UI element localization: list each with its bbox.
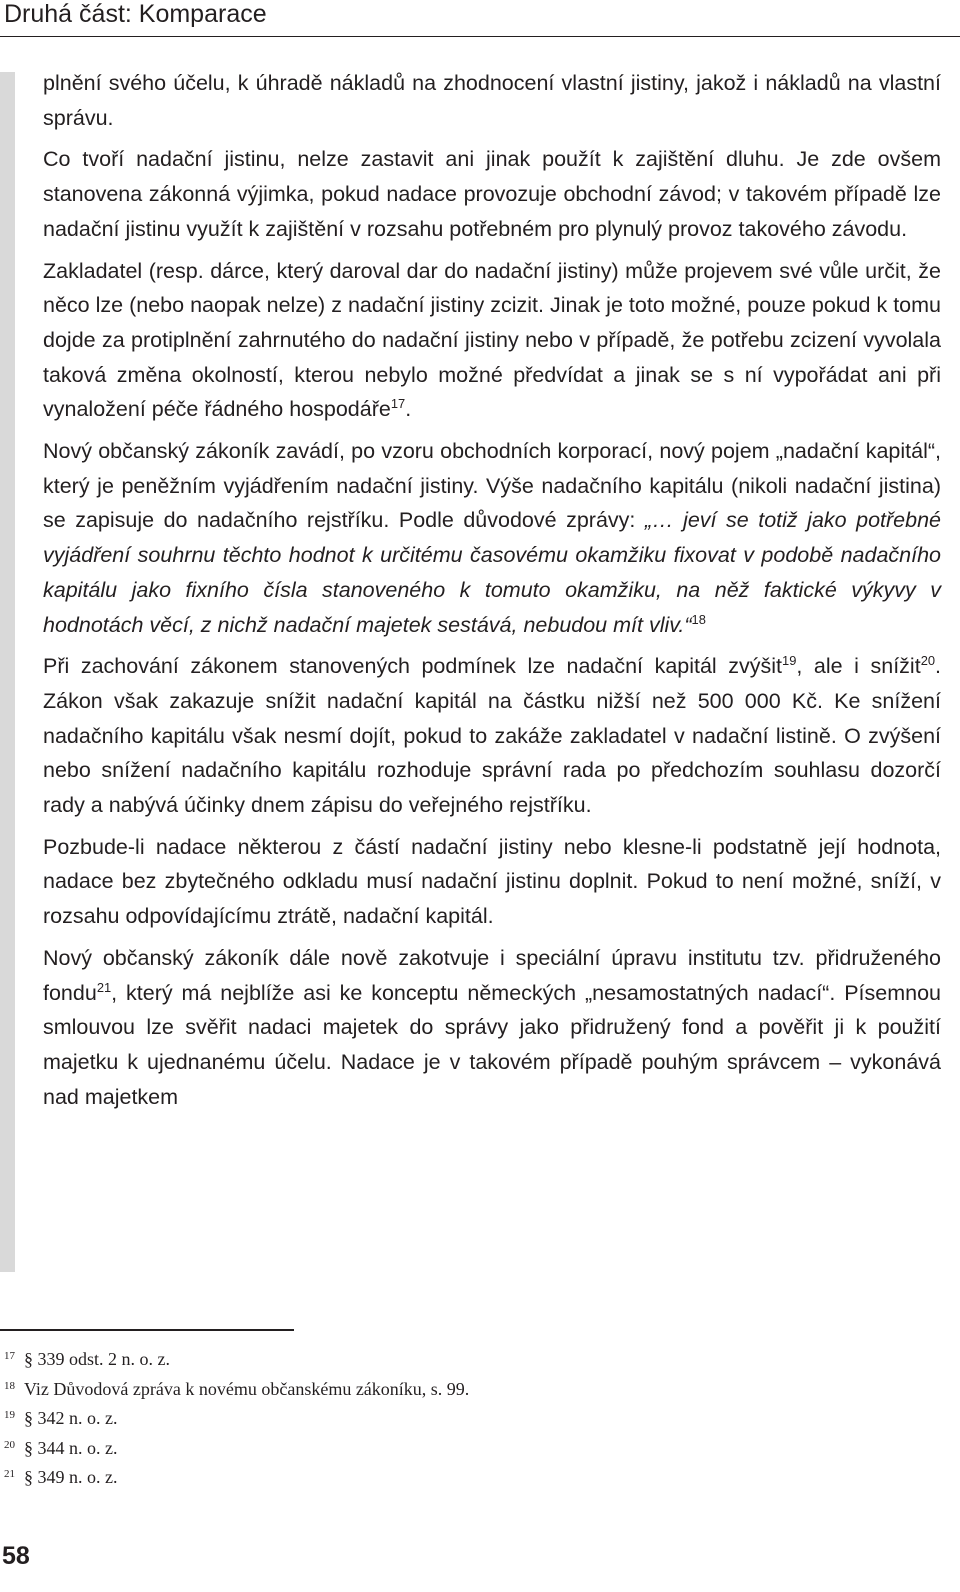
footnote-separator: [0, 1329, 294, 1331]
footnote-number: 21: [4, 1468, 15, 1480]
footnote-ref: 19: [782, 653, 797, 669]
footnote-text: § 349 n. o. z.: [24, 1467, 118, 1487]
footnote-text: § 344 n. o. z.: [24, 1437, 118, 1458]
footnote-20: [4, 1431, 934, 1461]
footnote-text: Viz Důvodová zpráva k novému občanskému zákoníku, s. 99.: [24, 1378, 470, 1399]
paragraph-text: Pozbude-li nadace některou z částí nadační jistiny nebo klesne-li podstatně její hodnota, nadace bez zbytečného odkladu musí nadační jistinu doplnit. Pokud to není možné, sníží, v rozsahu odpovídajícímu ztrátě, nadační kapitál.: [43, 834, 941, 929]
footnote-ref: 21: [96, 979, 112, 995]
paragraph-1: [43, 66, 941, 135]
paragraph-text: .: [405, 397, 412, 422]
header-rule: [0, 36, 960, 37]
footnote-number: 17: [4, 1350, 15, 1362]
quotation: „… jeví se totiž jako potřebné vyjádření souhrnu těchto hodnot k určitému časovému okamžiku fixovat v podobě nadačního kapitálu jako fixního čísla stanoveného k tomuto okamžiku, na něž faktické výkyvy v hodnotách věcí, z nichž nadační majetek sestává, nebudou mít vliv.“: [43, 508, 941, 637]
paragraph-2: [43, 142, 941, 246]
footnote-19: [4, 1401, 934, 1431]
footnote-18: [4, 1372, 934, 1402]
paragraph-text: Zakladatel (resp. dárce, který daroval dar do nadační jistiny) může projevem své vůle určit, že něco lze (nebo naopak nelze) z nadační jistiny zcizit. Jinak je toto možné, pouze pokud k tomu dojde za protiplnění zahrnutého do nadační jistiny nebo v případě, že potřebu zcizení vyvolala taková změna okolností, kterou nebylo možné předvídat a jinak se s ní vypořádat ani při vynaložení péče řádného hospodáře: [43, 258, 941, 422]
footnote-number: 18: [4, 1379, 15, 1392]
paragraph-7: [43, 941, 941, 1115]
margin-bar: [0, 72, 15, 1272]
footnote-ref: 17: [390, 396, 406, 412]
footnote-number: 19: [4, 1409, 15, 1421]
paragraph-text: Při zachování zákonem stanovených podmínek lze nadační kapitál zvýšit: [43, 654, 783, 679]
footnote-number: 20: [4, 1438, 15, 1451]
paragraph-text: Co tvoří nadační jistinu, nelze zastavit ani jinak použít k zajištění dluhu. Je zde ovšem stanovena zákonná výjimka, pokud nadace provozuje obchodní závod; v takovém případě lze nadační jistinu využít k zajištění v rozsahu potřebném pro plynulý provoz takového závodu.: [43, 147, 941, 241]
paragraph-text: , který má nejblíže asi ke konceptu německých „nesamostatných nadací“. Písemnou smlouvou lze svěřit nadaci majetek do správy jako přidružený fond a pověřit ji k použití majetku k ujednanému účelu. Nadace je v takovém případě pouhým správcem – vykonává nad majetkem: [43, 980, 941, 1109]
paragraph-6: [43, 830, 941, 934]
footnotes: [4, 1342, 934, 1490]
main-text: [43, 66, 941, 1121]
paragraph-text: , ale i snížit: [796, 654, 921, 679]
paragraph-text: Nový občanský zákoník dále nově zakotvuje i speciální úpravu institutu tzv. přidruženého fondu: [43, 945, 941, 1005]
running-header: Druhá část: Komparace: [4, 0, 267, 28]
footnote-ref: 20: [920, 653, 936, 669]
paragraph-text: Nový občanský zákoník zavádí, po vzoru obchodních korporací, nový pojem „nadační kapitál“, který je peněžním vyjádřením nadační jistiny. Výše nadačního kapitálu (nikoli nadační jistina) se zapisuje do nadačního rejstříku. Podle důvodové zprávy:: [43, 439, 941, 533]
footnote-text: § 342 n. o. z.: [24, 1408, 118, 1428]
page-number: 58: [2, 1542, 30, 1570]
paragraph-4: [43, 434, 941, 642]
footnote-17: [4, 1342, 934, 1372]
footnote-21: [4, 1460, 934, 1490]
paragraph-3: [43, 254, 941, 428]
footnote-text: § 339 odst. 2 n. o. z.: [24, 1349, 170, 1369]
paragraph-text: . Zákon však zakazuje snížit nadační kapitál na částku nižší než 500 000 Kč. Ke snížení nadačního kapitálu však nesmí dojít, pokud to zakáže zakladatel v nadační listině. O zvýšení nebo snížení nadačního kapitálu rozhoduje správní rada po předchozím souhlasu dozorčí rady a nabývá účinky dnem zápisu do veřejného rejstříku.: [43, 654, 942, 818]
paragraph-text: plnění svého účelu, k úhradě nákladů na zhodnocení vlastní jistiny, jakož i nákladů na vlastní správu.: [43, 71, 941, 130]
paragraph-5: [43, 649, 941, 823]
footnote-ref: 18: [691, 611, 706, 627]
